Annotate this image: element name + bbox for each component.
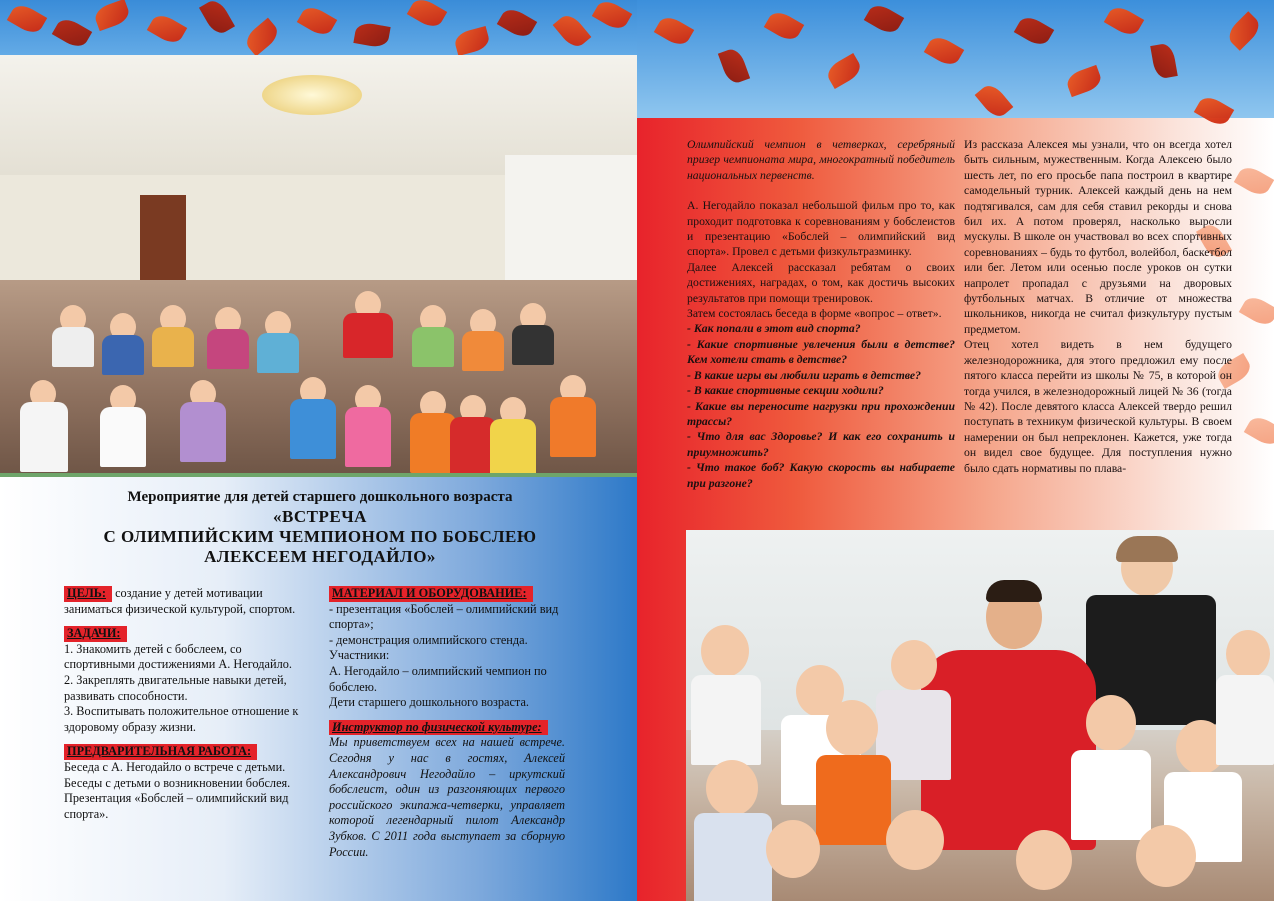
task-item: 2. Закреплять двигательные навыки детей, развивать способности. (64, 672, 287, 703)
material-item: Дети старшего дошкольного возраста. (329, 695, 529, 710)
task-item: 3. Воспитывать положительное отношение к здоровому образу жизни. (64, 704, 299, 734)
left-column (64, 586, 300, 822)
question: - Какие вы переносите нагрузки при прохождении трассы? (687, 399, 955, 428)
material-item: - демонстрация олимпийского стенда. (329, 632, 528, 647)
tasks-label: ЗАДАЧИ: (64, 626, 127, 642)
material-item: - презентация «Бобслей – олимпийский вид спорта»; (329, 601, 559, 632)
article-column-2 (964, 137, 1232, 476)
instructor-label: Инструктор по физической культуре: (329, 720, 548, 736)
question: - Какие спортивные увлечения были в детстве? Кем хотели стать в детстве? (687, 337, 955, 367)
task-item: 1. Знакомить детей с бобслеем, со спортивными достижениями А. Негодайло. (64, 641, 292, 672)
instructor-text: Мы приветствуем всех на нашей встрече. Сегодня у нас в гостях, Алексей Александрович Негодайло – иркутский бобслеист, один из разгоняющих первого российского экипажа-четверки, управляет которой легендарный пилот Александр Зубков. С 2011 года выступает за сборную России. (329, 735, 565, 859)
goal-label: ЦЕЛЬ: (64, 586, 112, 602)
prework-item: Презентация «Бобслей – олимпийский вид спорта». (64, 791, 289, 821)
goal-text: создание у детей мотивации заниматься физической культурой, спортом. (64, 586, 296, 616)
prework-item: Беседа с А. Негодайло о встрече с детьми. (64, 759, 286, 774)
question: - Что для вас Здоровье? И как его сохранить и приумножить? (687, 430, 955, 459)
event-title (30, 488, 610, 567)
paragraph: Из рассказа Алексея мы узнали, что он всегда хотел быть сильным, мужественным. Когда Алексею было шесть лет, по его просьбе папа построил в квартире самодельный турник. Алексей каждый день на нем подтягивался, сам для себя ставил рекорды и снова бил их. А потом проверял, насколько выросли мускулы. В школе он участвовал во всех спортивных соревнованиях – будь то футбол, волейбол, баскетбол или бег. Летом или осенью после уроков он сутки напролет пропадал с друзьями на дворовых футбольных матчах. В отличие от множества школьников, никогда не считал физкультуру пустым предметом. (964, 138, 1232, 336)
event-title-line-3: АЛЕКСЕЕМ НЕГОДАЙЛО» (204, 547, 436, 566)
article-column-1 (687, 137, 955, 491)
question: - В какие спортивные секции ходили? (687, 384, 884, 398)
prework-label: ПРЕДВАРИТЕЛЬНАЯ РАБОТА: (64, 744, 257, 760)
paragraph: Отец хотел видеть в нем будущего железнодорожника, для этого предложил ему после пятого класса перейти из школы № 75, в которой он тогда учился, в железнодорожный лицей № 36 (тогда № 42). После девятого класса Алексей твердо решил поступать в техникум физической культуры. В своем намерении он был непреклонен. Кажется, уже тогда он видел свое будущее. Для поступления нужно было сдать нормативы по плава- (964, 338, 1232, 475)
paragraph: Далее Алексей рассказал ребятам о своих достижениях, наградах, о том, как достичь высоких результатов при помощи тренировок. (687, 260, 955, 305)
event-title-line-2: С ОЛИМПИЙСКИМ ЧЕМПИОНОМ ПО БОБСЛЕЮ (103, 527, 537, 546)
material-label: МАТЕРИАЛ И ОБОРУДОВАНИЕ: (329, 586, 533, 602)
right-column (329, 586, 565, 860)
group-photo-hall (0, 55, 637, 477)
material-item: Участники: (329, 648, 390, 663)
question: - Что такое боб? Какую скорость вы набираете при разгоне? (687, 461, 955, 490)
paragraph: А. Негодайло показал небольшой фильм про то, как проходит подготовка к соревнованиям у бобслеистов и презентацию «Бобслей – олимпийский вид спорта». Провел с детьми физкультразминку. (687, 199, 955, 259)
prework-item: Беседы с детьми о возникновении бобслея. (64, 775, 291, 790)
event-title-line-1: «ВСТРЕЧА (273, 507, 367, 526)
paragraph: Затем состоялась беседа в форме «вопрос – ответ». (687, 307, 942, 321)
intro-text: Олимпийский чемпион в четверках, серебряный призер чемпионата мира, многократный победитель национальных первенств. (687, 138, 955, 182)
question: - Как попали в этот вид спорта? (687, 322, 861, 336)
question: - В какие игры вы любили играть в детстве? (687, 368, 921, 382)
event-subtitle: Мероприятие для детей старшего дошкольного возраста (127, 489, 513, 505)
goal-paragraph (64, 586, 300, 617)
champion-with-children-photo (686, 530, 1274, 901)
material-item: А. Негодайло – олимпийский чемпион по бобслею. (329, 663, 547, 694)
